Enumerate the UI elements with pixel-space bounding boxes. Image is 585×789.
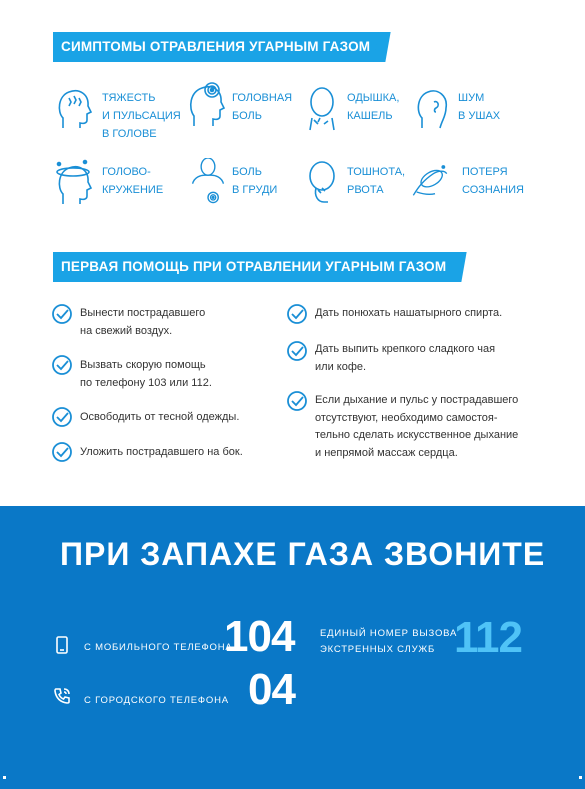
symptom-label: ГОЛОВО- КРУЖЕНИЕ xyxy=(102,166,164,196)
headache-icon xyxy=(188,80,228,128)
first-aid-step: Вызвать скорую помощь по телефону 103 или 112. xyxy=(80,359,212,389)
footer-title: ПРИ ЗАПАХЕ ГАЗА ЗВОНИТЕ xyxy=(60,536,546,572)
mobile-number: 104 xyxy=(224,612,295,661)
first-aid-step: Дать понюхать нашатырного спирта. xyxy=(315,307,503,319)
symptom-label: ТОШНОТА, РВОТА xyxy=(347,166,406,196)
nausea-icon xyxy=(302,158,342,206)
ear-noise-icon xyxy=(412,84,452,132)
check-circle-icon xyxy=(51,303,73,325)
landline-label: С ГОРОДСКОГО ТЕЛЕФОНА xyxy=(84,695,229,706)
check-circle-icon xyxy=(286,390,308,412)
first-aid-step: Вынести пострадавшего на свежий воздух. xyxy=(80,307,206,337)
check-circle-icon xyxy=(51,441,73,463)
symptom-label: БОЛЬ В ГРУДИ xyxy=(232,166,278,196)
symptom-label: ОДЫШКА, КАШЕЛЬ xyxy=(347,92,400,122)
symptom-label: ПОТЕРЯ СОЗНАНИЯ xyxy=(462,166,524,196)
first-aid-heading: ПЕРВАЯ ПОМОЩЬ ПРИ ОТРАВЛЕНИИ УГАРНЫМ ГАЗОМ xyxy=(53,252,458,282)
check-circle-icon xyxy=(286,303,308,325)
first-aid-step: Дать выпить крепкого сладкого чая или кофе. xyxy=(315,343,496,373)
symptom-label: ТЯЖЕСТЬ И ПУЛЬСАЦИЯ В ГОЛОВЕ xyxy=(102,92,181,140)
crop-mark xyxy=(3,776,6,779)
crop-mark xyxy=(579,776,582,779)
check-circle-icon xyxy=(286,340,308,362)
symptoms-heading: СИМПТОМЫ ОТРАВЛЕНИЯ УГАРНЫМ ГАЗОМ xyxy=(53,32,382,62)
phone-handset-icon xyxy=(53,687,71,705)
symptom-label: ШУМ В УШАХ xyxy=(458,92,501,122)
first-aid-step: Освободить от тесной одежды. xyxy=(80,411,240,423)
first-aid-step: Если дыхание и пульс у пострадавшего отсутствуют, необходимо самостоя- тельно сделать искусственное дыхание и непрямой массаж сердца. xyxy=(315,394,519,459)
fainting-icon xyxy=(410,158,450,206)
emergency-label: ЕДИНЫЙ НОМЕР ВЫЗОВА ЭКСТРЕННЫХ СЛУЖБ xyxy=(320,628,458,655)
cough-icon xyxy=(302,84,342,132)
mobile-phone-icon xyxy=(55,636,69,654)
head-pulse-icon xyxy=(55,84,95,132)
check-circle-icon xyxy=(51,406,73,428)
emergency-number: 112 xyxy=(454,613,522,662)
dizziness-icon xyxy=(55,158,95,206)
check-circle-icon xyxy=(51,354,73,376)
mobile-label: С МОБИЛЬНОГО ТЕЛЕФОНА xyxy=(84,642,233,653)
symptom-label: ГОЛОВНАЯ БОЛЬ xyxy=(232,92,293,122)
landline-number: 04 xyxy=(248,665,295,714)
first-aid-step: Уложить пострадавшего на бок. xyxy=(80,446,243,458)
chest-pain-icon xyxy=(188,158,228,206)
